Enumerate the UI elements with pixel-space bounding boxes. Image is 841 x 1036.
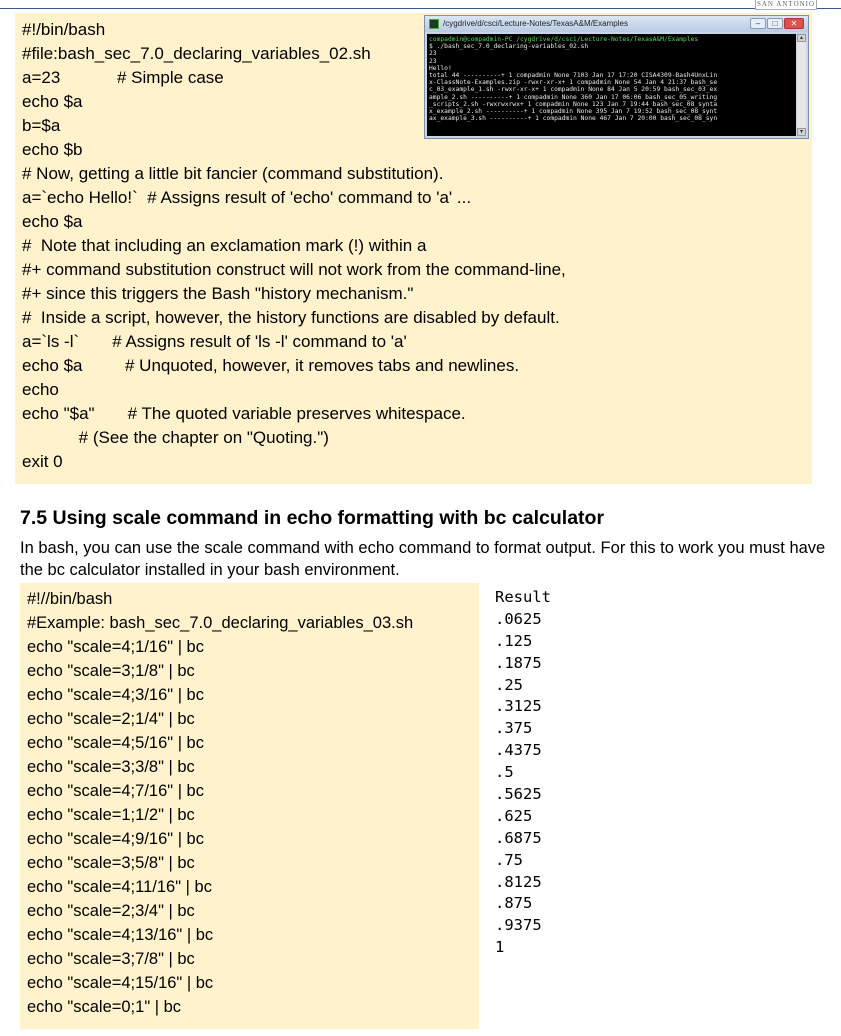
terminal-line: 23: [429, 57, 437, 65]
code-line: # (See the chapter on "Quoting."): [22, 428, 329, 447]
result-value: .125: [495, 631, 533, 650]
terminal-line: 23: [429, 50, 437, 58]
code-line: echo "scale=3;1/8" | bc: [27, 662, 195, 680]
code-line: echo "scale=2;3/4" | bc: [27, 902, 195, 920]
result-value: .1875: [495, 653, 542, 672]
code-line: #file:bash_sec_7.0_declaring_variables_02.sh: [22, 44, 371, 63]
code-line: #+ since this triggers the Bash "history mechanism.": [22, 284, 414, 303]
close-button[interactable]: ✕: [784, 18, 804, 29]
code-line: echo "scale=4;13/16" | bc: [27, 926, 214, 944]
result-value: .0625: [495, 609, 542, 628]
terminal-app-icon: [429, 19, 439, 29]
terminal-line: Hello!: [429, 64, 452, 72]
terminal-titlebar[interactable]: [425, 16, 808, 32]
code-line: # Now, getting a little bit fancier (command substitution).: [22, 164, 444, 183]
terminal-title: /cygdrive/d/csci/Lecture-Notes/TexasA&M/Examples: [443, 19, 628, 28]
result-value: .5625: [495, 785, 542, 804]
result-value: .3125: [495, 697, 542, 716]
university-logo: SAN ANTONIO: [756, 0, 816, 8]
result-value: .375: [495, 719, 533, 738]
result-value: .75: [495, 850, 523, 869]
code-line: echo $b: [22, 140, 83, 159]
code-line: echo: [22, 380, 59, 399]
result-value: .5: [495, 763, 514, 782]
code-line: echo $a: [22, 92, 83, 111]
terminal-line: c_03_example_1.sh -rwxr-xr-x+ 1 compadmin None 84 Jan 5 20:59 bash_sec_03_ex: [429, 86, 718, 94]
result-value: .8125: [495, 872, 542, 891]
terminal-line: x-ClassNote-Examples.zip -rwxr-xr-x+ 1 compadmin None 54 Jan 4 21:37 bash_se: [429, 79, 718, 87]
result-value: .625: [495, 806, 533, 825]
terminal-line: total 44 ----------+ 1 compadmin None 7103 Jan 17 17:20 CISA4309-Bash4UnxLin: [429, 72, 718, 80]
bc-script-code-block: [20, 583, 479, 1029]
code-line: # Inside a script, however, the history functions are disabled by default.: [22, 308, 560, 327]
terminal-window: [424, 15, 809, 139]
code-line: exit 0: [22, 452, 63, 471]
result-column: [495, 587, 551, 959]
code-line: echo "scale=0;1" | bc: [27, 998, 182, 1016]
code-line: echo "scale=4;15/16" | bc: [27, 974, 214, 992]
scroll-down-icon[interactable]: ▾: [797, 128, 806, 136]
terminal-line: ax_example_3.sh ----------+ 1 compadmin None 467 Jan 7 20:00 bash_sec_08_syn: [429, 115, 718, 123]
bc-script-lines: [27, 587, 413, 1019]
maximize-button[interactable]: □: [767, 18, 783, 29]
terminal-line: x_example_2.sh ----------+ 1 compadmin None 395 Jan 7 19:52 bash_sec_08_synt: [429, 108, 718, 116]
result-value: 1: [495, 938, 505, 957]
code-line: #+ command substitution construct will not work from the command-line,: [22, 260, 566, 279]
code-line: echo $a # Unquoted, however, it removes tabs and newlines.: [22, 356, 520, 375]
top-rule: [0, 8, 841, 9]
code-line: b=$a: [22, 116, 61, 135]
code-line: echo $a: [22, 212, 83, 231]
code-line: echo "scale=3;5/8" | bc: [27, 854, 195, 872]
code-line: echo "scale=4;11/16" | bc: [27, 878, 212, 896]
code-line: echo "scale=2;1/4" | bc: [27, 710, 195, 728]
code-line: echo "scale=4;5/16" | bc: [27, 734, 204, 752]
code-line: echo "scale=4;9/16" | bc: [27, 830, 204, 848]
result-header: Result: [495, 588, 551, 606]
result-value: .4375: [495, 741, 542, 760]
code-line: echo "scale=1;1/2" | bc: [27, 806, 195, 824]
minimize-button[interactable]: –: [750, 18, 766, 29]
terminal-line: ample_2.sh ----------+ 1 compadmin None 360 Jan 17 06:06 bash_sec_05_writing: [429, 93, 718, 101]
terminal-line: $ ./bash_sec_7.0_declaring-variables_02.sh: [429, 43, 589, 51]
section-heading: 7.5 Using scale command in echo formatting with bc calculator: [20, 507, 605, 529]
scroll-up-icon[interactable]: ▴: [797, 34, 806, 42]
terminal-scrollbar[interactable]: [797, 34, 806, 136]
code-line: echo "scale=3;3/8" | bc: [27, 758, 195, 776]
code-line: #!/bin/bash: [22, 20, 106, 39]
code-line: a=`echo Hello!` # Assigns result of 'echo' command to 'a' ...: [22, 188, 472, 207]
code-line: #!//bin/bash: [27, 590, 113, 608]
result-value: .25: [495, 675, 523, 694]
result-value: .9375: [495, 916, 542, 935]
terminal-line: compadmin@compadmin-PC /cygdrive/d/csci/Lecture-Notes/TexasA&M/Examples: [429, 36, 699, 43]
result-value: .6875: [495, 828, 542, 847]
code-line: echo "scale=4;1/16" | bc: [27, 638, 204, 656]
code-line: echo "scale=4;7/16" | bc: [27, 782, 204, 800]
code-line: a=`ls -l` # Assigns result of 'ls -l' command to 'a': [22, 332, 407, 351]
code-line: echo "scale=3;7/8" | bc: [27, 950, 195, 968]
code-line: #Example: bash_sec_7.0_declaring_variables_03.sh: [27, 614, 414, 632]
result-values: [495, 609, 551, 959]
result-value: .875: [495, 894, 533, 913]
terminal-line: _scripts_2.sh -rwxrwxrwx+ 1 compadmin None 123 Jan 7 19:44 bash_sec_08_synta: [429, 100, 718, 108]
code-line: echo "scale=4;3/16" | bc: [27, 686, 204, 704]
code-line: # Note that including an exclamation mark (!) within a: [22, 236, 427, 255]
section-paragraph: In bash, you can use the scale command with echo command to format output. For this to work you must have the bc calculator installed in your bash environment.: [20, 539, 826, 579]
code-line: echo "$a" # The quoted variable preserves whitespace.: [22, 404, 466, 423]
code-line: a=23 # Simple case: [22, 68, 224, 87]
terminal-output[interactable]: [427, 34, 796, 136]
